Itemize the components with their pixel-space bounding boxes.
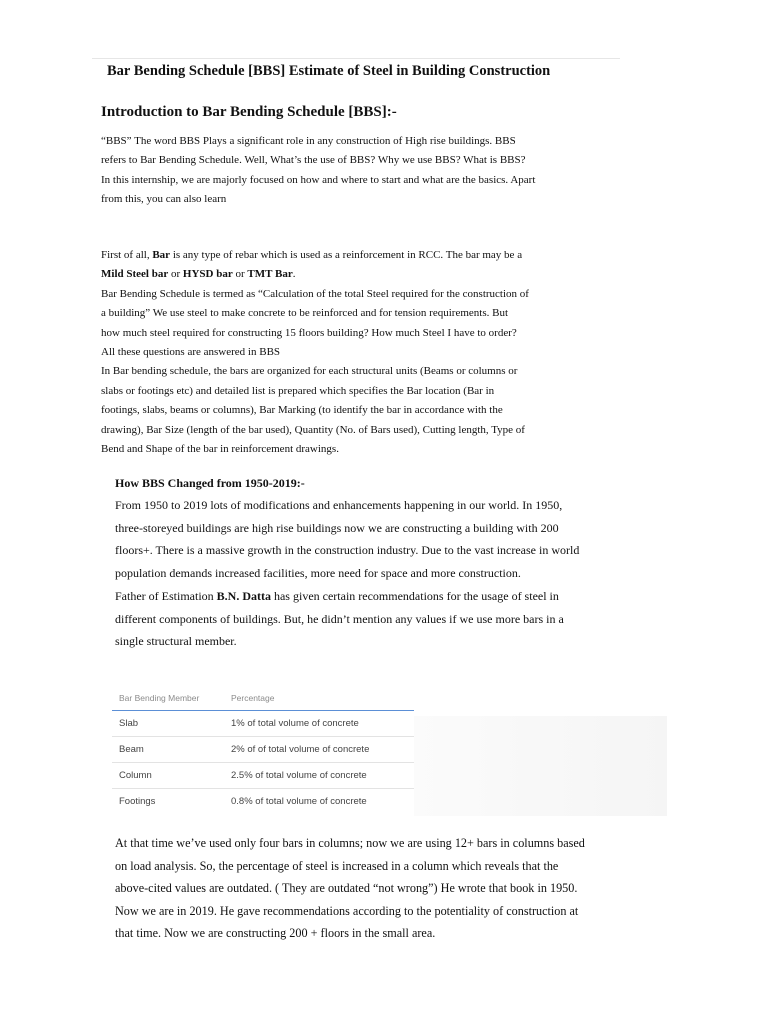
table-cell: Slab: [112, 711, 224, 737]
text-line: refers to Bar Bending Schedule. Well, What’s the use of BBS? Why we use BBS? What is BBS?: [101, 154, 526, 167]
text-line: [101, 265, 529, 284]
text-line: floors+. There is a massive growth in the construction industry. Due to the vast increase in world: [115, 543, 580, 558]
text-run: Father of Estimation: [115, 588, 217, 603]
text-line: three-storeyed buildings are high rise buildings now we are constructing a building with 200: [115, 520, 559, 535]
steel-percentage-table: [112, 686, 414, 814]
intro-paragraph: [101, 132, 535, 210]
history-paragraph: [115, 494, 579, 653]
table-cell: Beam: [112, 737, 224, 763]
text-line: slabs or footings etc) and detailed list is prepared which specifies the Bar location (Bar in: [101, 384, 495, 397]
history-heading: How BBS Changed from 1950-2019:-: [115, 476, 305, 490]
text-line: Bar Bending Schedule is termed as “Calculation of the total Steel required for the construction of: [101, 287, 529, 300]
text-line: Now we are in 2019. He gave recommendations according to the potentiality of construction at: [115, 903, 579, 918]
text-line: In Bar bending schedule, the bars are organized for each structural units (Beams or columns or: [101, 365, 518, 378]
text-line: At that time we’ve used only four bars in columns; now we are using 12+ bars in columns based: [115, 836, 585, 850]
text-run: has given certain recommendations for the usage of steel in: [270, 588, 559, 603]
table-row: [112, 737, 414, 763]
table-cell: 1% of total volume of concrete: [224, 711, 414, 737]
table-row: [112, 711, 414, 737]
bold-term: TMT Bar: [247, 268, 293, 281]
text-line: single structural member.: [115, 634, 237, 649]
text-line: “BBS” The word BBS Plays a significant role in any construction of High rise buildings. BBS: [101, 135, 516, 147]
text-line: a building” We use steel to make concrete to be reinforced and for tension requirements. But: [101, 307, 508, 320]
text-line: All these questions are answered in BBS: [101, 346, 281, 359]
text-line: on load analysis. So, the percentage of steel is increased in a column which reveals that the: [115, 858, 559, 873]
table-cell: 2.5% of total volume of concrete: [224, 763, 414, 789]
table-background-panel: [414, 716, 667, 816]
text-line: Bend and Shape of the bar in reinforcement drawings.: [101, 443, 339, 456]
text-line: how much steel required for constructing 15 floors building? How much Steel I have to order?: [101, 326, 517, 339]
text-run: or: [168, 268, 183, 281]
table-header-row: [112, 686, 414, 711]
bold-term: HYSD bar: [182, 268, 233, 281]
table-cell: Column: [112, 763, 224, 789]
text-line: that time. Now we are constructing 200 + floors in the small area.: [115, 926, 436, 941]
top-divider: [92, 58, 620, 59]
text-line: drawing), Bar Size (length of the bar used), Quantity (No. of Bars used), Cutting length, Type of: [101, 423, 525, 436]
text-run: or: [232, 268, 248, 281]
text-line: footings, slabs, beams or columns), Bar Marking (to identify the bar in accordance with the: [101, 404, 503, 417]
text-run: First of all,: [101, 249, 153, 261]
text-line: above-cited values are outdated. ( They are outdated “not wrong”) He wrote that book in 1950.: [115, 881, 578, 896]
text-line: population demands increased facilities, more need for space and more construction.: [115, 566, 521, 581]
document-title: Bar Bending Schedule [BBS] Estimate of Steel in Building Construction: [107, 63, 551, 79]
text-line: In this internship, we are majorly focused on how and where to start and what are the basics. Apart: [101, 173, 536, 186]
table-row: [112, 789, 414, 815]
column-header: Bar Bending Member: [112, 686, 224, 711]
text-run: .: [292, 268, 296, 281]
text-line: different components of buildings. But, he didn’t mention any values if we use more bars in a: [115, 611, 564, 626]
text-line: [101, 246, 529, 265]
table-cell: Footings: [119, 796, 156, 807]
outdated-paragraph: [115, 832, 585, 945]
table-cell: 0.8% of total volume of concrete: [231, 796, 367, 807]
text-line: [115, 585, 579, 608]
bold-term: B.N. Datta: [216, 588, 271, 603]
text-run: is any type of rebar which is used as a reinforcement in RCC. The bar may be a: [170, 249, 523, 261]
intro-heading: Introduction to Bar Bending Schedule [BBS]:-: [101, 104, 397, 120]
text-line: From 1950 to 2019 lots of modifications and enhancements happening in our world. In 1950,: [115, 498, 563, 512]
table-row: [112, 763, 414, 789]
column-header: Percentage: [224, 686, 414, 711]
rebar-paragraph: [101, 246, 529, 459]
bold-term: Mild Steel bar: [101, 268, 169, 281]
text-line: from this, you can also learn: [101, 193, 227, 206]
bold-term: Bar: [152, 249, 171, 261]
table-cell: 2% of of total volume of concrete: [224, 737, 414, 763]
